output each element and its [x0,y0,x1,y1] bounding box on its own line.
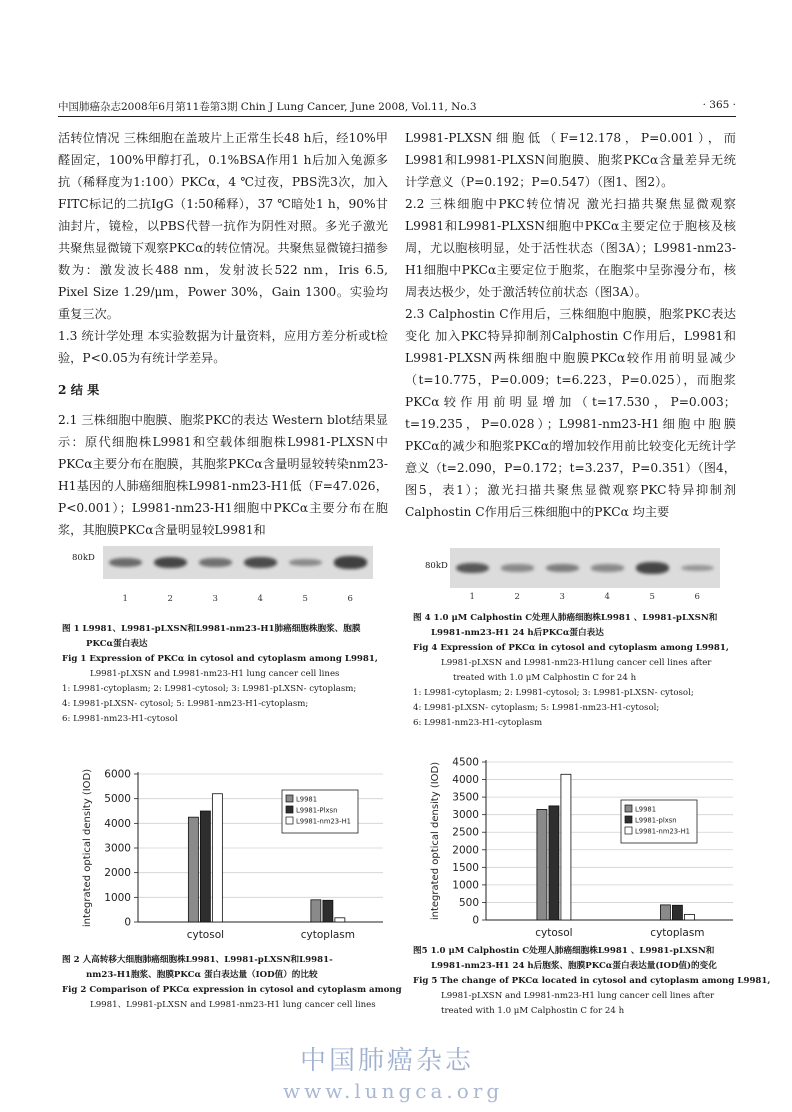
fig4-caption-line: 6: L9981-nm23-H1-cytoplasm [413,718,543,728]
fig2-caption-line: 图 2 人高转移大细胞肺癌细胞株L9981、L9981-pLXSN和L9981- [62,955,333,965]
y-tick-label: 3000 [104,842,131,855]
fig4-caption-line: 1: L9981-cytoplasm; 2: L9981-cytosol; 3: L9981-pLXSN- cytosol; [413,688,694,698]
paragraph-translocation: 活转位情况 三株细胞在盖玻片上正常生长48 h后，经10%甲醛固定，100%甲醇打孔，0.1%BSA作用1 h后加入兔源多抗（稀释度为1:100）PKCα，4 ℃过夜，PBS洗3次，加入FITC标记的二抗IgG（1:50稀释），37 ℃暗处1 h，90%甘油封片，镜检，以PBS代替一抗作为阴性对照。多光子激光共聚焦显微镜下观察PKCα的转位情况。共聚焦显微镜扫描参数为：激发波长488 nm，发射波长522 nm，Iris 6.5, Pixel Size 1.29/μm，Power 30%，Gain 1300。实验均重复三次。 [58,131,388,321]
blot-lane-label: 2 [167,594,173,604]
paragraph-results-continued: L9981-PLXSN细胞低（F=12.178，P=0.001），而L9981和L9981-PLXSN间胞膜、胞浆PKCα含量差异无统计学意义（P=0.192；P=0.547）（图1、图2）。 [405,131,736,189]
fig5-caption-line: Fig 5 The change of PKCα located in cytosol and cytoplasm among L9981, [413,976,771,986]
fig5-caption-line: L9981-nm23-H1 24 h后胞浆、胞膜PKCα蛋白表达量(IOD值)的变化 [431,961,717,971]
bar [561,774,571,920]
x-category-label: cytoplasm [650,927,705,938]
legend-swatch [625,805,632,812]
blot-lane-label: 4 [604,592,610,602]
fig4-caption-line: 图 4 1.0 μM Calphostin C处理人肺癌细胞株L9981 、L9981-pLXSN和 [413,613,718,623]
y-tick-label: 4000 [104,817,131,830]
fig1-caption-line: L9981-pLXSN and L9981-nm23-H1 lung cancer cell lines [90,669,340,679]
x-category-label: cytosol [186,929,225,941]
x-category-label: cytosol [535,927,573,938]
blot-band [334,556,366,568]
legend-label: L9981-nm23-H1 [635,827,691,836]
bar [200,811,210,922]
blot-band [456,563,488,574]
blot-band [109,558,141,567]
y-tick-label: 3000 [452,809,479,822]
fig1-caption-line: 图 1 L9981、L9981-pLXSN和L9981-nm23-H1肺癌细胞株胞浆、胞膜 [62,624,361,634]
bar [311,900,321,922]
fig5-caption-line: L9981-pLXSN and L9981-nm23-H1 lung cancer cell lines after [441,991,715,1001]
bar [660,905,670,920]
y-axis-label: integrated optical density (IOD) [82,768,93,928]
bar [537,809,547,920]
page-number: · 365 · [702,99,736,111]
y-tick-label: 1500 [452,861,479,874]
blot-band [591,564,623,571]
blot-lane-label: 1 [122,594,128,604]
y-tick-label: 6000 [104,768,131,781]
bar [549,806,559,920]
legend-swatch [286,817,293,824]
blot-band [546,564,578,572]
fig1-caption-line: 6: L9981-nm23-H1-cytosol [62,714,178,724]
blot-band [289,559,321,566]
blot-band [154,557,186,569]
fig1-caption-line: Fig 1 Expression of PKCα in cytosol and cytoplasm among L9981, [62,654,378,664]
fig4-caption-line: 4: L9981-pLXSN- cytoplasm; 5: L9981-nm23-H1-cytosol; [413,703,660,713]
figure-1-caption [62,622,378,727]
blot-lane-label: 3 [212,594,218,604]
paragraph-results-2-3: 2.3 Calphostin C作用后，三株细胞中胞膜，胞浆PKC表达变化 加入PKC特异抑制剂Calphostin C作用后，L9981和L9981-PLXSN两株细胞中胞膜PKCα较作用前明显减少（t=10.775，P=0.009；t=6.223，P=0.025），而胞浆PKCα较作用前明显增加（t=17.530，P=0.003；t=19.235，P=0.028）；L9981-nm23-H1细胞中胞膜PKCα的减少和胞浆PKCα的增加较作用前比较变化无统计学意义（t=2.090，P=0.172；t=3.237，P=0.351）（图4，图5，表1）；激光扫描共聚焦显微观察PKC特异抑制剂Calphostin C作用后三株细胞中的PKCα 均主要 [405,307,736,519]
fig5-caption-line: treated with 1.0 μM Calphostin C for 24 h [441,1006,625,1016]
blot-lane-label: 1 [469,592,475,602]
y-tick-label: 0 [124,916,131,929]
bar [684,914,694,920]
legend-label: L9981 [635,805,657,814]
paragraph-results-2-1: 2.1 三株细胞中胞膜、胞浆PKC的表达 Western blot结果显示：原代细胞株L9981和空载体细胞株L9981-PLXSN中PKCα主要分布在胞膜，其胞浆PKCα含量明显较转染nm23-H1基因的人肺癌细胞株L9981-nm23-H1低（F=47.026，P<0.001）；L9981-nm23-H1细胞中PKCα主要分布在胞浆，其胞膜PKCα含量明显较L9981和 [58,413,388,537]
left-column [58,127,388,541]
blot-lane-label: 4 [257,594,263,604]
running-header: 中国肺癌杂志2008年6月第11卷第3期 Chin J Lung Cancer, June 2008, Vol.11, No.3 [58,101,477,113]
legend-label: L9981-nm23-H1 [296,817,352,826]
blot-band [244,557,276,568]
western-blot-figure-1 [103,546,373,579]
legend-swatch [286,795,293,802]
blot2-marker: 80kD [425,561,448,571]
figure-4-caption [413,611,729,731]
legend-swatch [625,816,632,823]
blot-lane-label: 6 [347,594,353,604]
blot-band [681,565,713,572]
paragraph-results-2-2: 2.2 三株细胞中PKC转位情况 激光扫描共聚焦显微观察L9981和L9981-PLXSN细胞中PKCα主要定位于胞核及核周，尤以胞核明显，处于活性状态（图3A）；L9981-nm23-H1细胞中PKCα主要定位于胞浆，在胞浆中呈弥漫分布，核周表达极少，处于激活转位前状态（图3A）。 [405,197,736,299]
fig4-caption-line: treated with 1.0 μM Calphostin C for 24 h [453,673,637,683]
paragraph-statistics: 1.3 统计学处理 本实验数据为计量资料，应用方差分析或t检验，P<0.05为有统计学差异。 [58,329,388,365]
y-tick-label: 3500 [452,791,479,804]
bar [188,817,198,922]
blot-lane-label: 6 [694,592,700,602]
y-tick-label: 4000 [452,774,479,787]
fig1-caption-line: 4: L9981-pLXSN- cytosol; 5: L9981-nm23-H1-cytoplasm; [62,699,309,709]
figure-2-caption [62,953,402,1013]
western-blot-figure-4 [450,548,720,588]
y-tick-label: 2000 [452,844,479,857]
fig4-caption-line: L9981-nm23-H1 24 h后PKCα蛋白表达 [431,628,604,638]
blot1-marker: 80kD [72,553,95,563]
y-tick-label: 1000 [452,879,479,892]
y-tick-label: 5000 [104,793,131,806]
fig4-caption-line: Fig 4 Expression of PKCα in cytosol and cytoplasm among L9981, [413,643,729,653]
header-rule [58,116,736,117]
watermark-url: www.lungca.org [283,1079,504,1103]
legend-swatch [625,827,632,834]
y-tick-label: 500 [458,896,479,909]
blot-lane-label: 2 [514,592,520,602]
fig2-caption-line: L9981、L9981-pLXSN and L9981-nm23-H1 lung cancer cell lines [90,1000,376,1010]
section-heading-results: 2 结 果 [58,383,100,397]
y-tick-label: 0 [472,914,479,927]
figure-2-bar-chart [58,762,388,947]
figure-5-caption [413,944,770,1019]
y-tick-label: 1000 [104,891,131,904]
blot-band [199,558,231,567]
fig1-caption-line: 1: L9981-cytoplasm; 2: L9981-cytosol; 3: L9981-pLXSN- cytoplasm; [62,684,357,694]
watermark-journal-name: 中国肺癌杂志 [300,1046,475,1076]
figure-5-bar-chart [408,752,738,938]
legend-label: L9981 [296,795,318,804]
bar [335,918,345,922]
blot-lane-label: 5 [649,592,655,602]
y-tick-label: 2000 [104,867,131,880]
y-tick-label: 4500 [452,756,479,769]
blot-band [501,564,533,571]
y-tick-label: 2500 [452,826,479,839]
blot-band [636,562,668,574]
right-column [405,127,736,523]
legend-label: L9981-plxsn [635,816,677,825]
legend-swatch [286,806,293,813]
fig4-caption-line: L9981-pLXSN and L9981-nm23-H1lung cancer cell lines after [441,658,712,668]
blot-lane-label: 3 [559,592,565,602]
fig2-caption-line: Fig 2 Comparison of PKCα expression in cytosol and cytoplasm among [62,985,402,995]
x-category-label: cytoplasm [300,929,355,941]
y-axis-label: integrated optical density (IOD) [430,761,441,921]
blot-lane-label: 5 [302,594,308,604]
fig2-caption-line: nm23-H1胞浆、胞膜PKCα 蛋白表达量（IOD值）的比较 [86,970,318,980]
fig1-caption-line: PKCα蛋白表达 [86,639,148,649]
bar [212,794,222,922]
bar [672,905,682,920]
bar [323,900,333,922]
legend-label: L9981-Plxsn [296,806,338,815]
fig5-caption-line: 图5 1.0 μM Calphostin C处理人肺癌细胞株L9981 、L9981-pLXSN和 [413,946,715,956]
